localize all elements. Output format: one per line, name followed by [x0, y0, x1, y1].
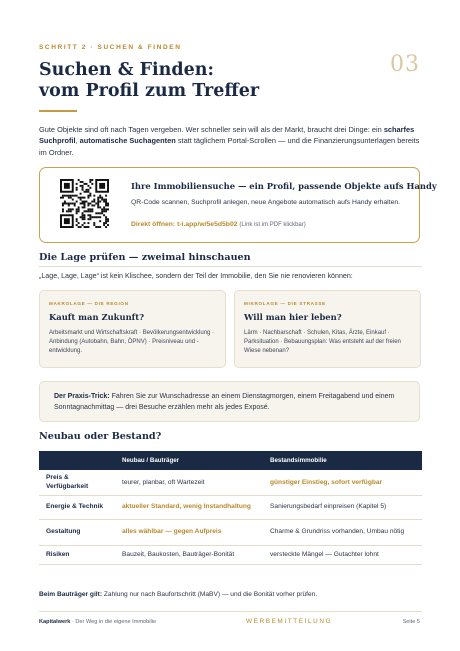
praxis-tip-body: Fahren Sie zur Wunschadresse an einem Dienstagmorgen, einem Freitagabend und einem Sonntagnachmittag — drei Besuche erzählen mehr als jedes Exposé. [54, 393, 395, 411]
footer-subtitle: · Der Weg in die eigene Immobilie [70, 619, 157, 625]
intro-paragraph [39, 124, 422, 158]
lage-intro: „Lage, Lage, Lage“ ist kein Klischee, sondern der Teil der Immobilie, den Sie nie renovieren können: [39, 272, 353, 280]
intro-text-3: statt täglichem Portal-Scrollen — und die Finanzierungsunterlagen bereits im Ordner. [39, 136, 420, 157]
mikrolage-title: Will man hier leben? [244, 312, 342, 322]
bestand-cell: Sanierungsbedarf einpreisen (Kapitel 5) [263, 495, 422, 519]
makrolage-tag: MAKROLAGE — DIE REGION [49, 301, 129, 306]
qr-callout-text: QR-Code scannen, Suchprofil anlegen, neue Angebote automatisch aufs Handy erhalten. [131, 199, 401, 206]
row-label: Gestaltung [39, 519, 115, 545]
mikrolage-card [234, 290, 421, 368]
intro-bold-2: automatische Suchagenten [79, 136, 176, 146]
praxis-tip-box [39, 381, 420, 422]
neubau-heading: Neubau oder Bestand? [39, 431, 162, 442]
comparison-table [39, 451, 422, 565]
neubau-cell: aktueller Standard, wenig Instandhaltung [115, 495, 263, 519]
intro-text-2: , [75, 136, 80, 146]
qr-link-line [131, 221, 306, 228]
row-label: Preis & Verfügbarkeit [39, 470, 115, 495]
makrolage-card [39, 290, 226, 368]
qr-callout-title: Ihre Immobiliensuche — ein Profil, passende Objekte aufs Handy [131, 181, 437, 191]
table-header-neubau: Neubau / Bauträger [115, 451, 263, 470]
step-label: SCHRITT 2 · SUCHEN & FINDEN [39, 44, 182, 51]
page-number: 03 [390, 52, 420, 77]
table-row [39, 495, 422, 519]
table-header-cell [39, 451, 115, 470]
qr-callout [39, 167, 437, 243]
title-line-1: Suchen & Finden: [39, 60, 214, 80]
mikrolage-text: Lärm · Nachbarschaft · Schulen, Kitas, Ärzte, Einkauf · Parksituation · Bebauungsplan: Was entsteht auf der freien Wiese nebenan? [244, 330, 401, 354]
footer-brand-line [39, 619, 156, 625]
footer-page: Seite 5 [402, 619, 420, 625]
bestand-cell: günstiger Einstieg, sofort verfügbar [263, 470, 422, 495]
footer-divider [39, 611, 422, 612]
table-row [39, 470, 422, 495]
table-row [39, 545, 422, 564]
intro-bold-1: scharfes Suchprofil [39, 125, 415, 146]
praxis-tip-text [54, 392, 409, 413]
table-row [39, 519, 422, 545]
qr-direct-link[interactable]: Direkt öffnen: t-i.app/w/5e5d5b02 [131, 221, 238, 228]
row-label: Energie & Technik [39, 495, 115, 519]
qr-link-note: (Link ist im PDF klickbar) [239, 222, 306, 228]
bautraeger-note-label: Beim Bauträger gilt: [39, 591, 103, 598]
title-underline [39, 110, 77, 112]
row-label: Risiken [39, 545, 115, 564]
footer-disclaimer: WERBEMITTEILUNG [246, 618, 333, 625]
table-header-bestand: Bestandsimmobilie [263, 451, 422, 470]
lage-divider [39, 266, 422, 267]
lage-heading: Die Lage prüfen — zweimal hinschauen [39, 252, 251, 263]
qr-code-icon[interactable] [60, 179, 109, 228]
makrolage-title: Kauft man Zukunft? [49, 312, 145, 322]
neubau-cell: teurer, planbar, oft Wartezeit [115, 470, 263, 495]
bestand-cell: versteckte Mängel — Gutachter lohnt [263, 545, 422, 564]
mikrolage-tag: MIKROLAGE — DIE STRASSE [244, 301, 326, 306]
table-body [39, 470, 422, 564]
table-header-row [39, 451, 422, 470]
bautraeger-note [39, 591, 317, 598]
bautraeger-note-text: Zahlung nur nach Baufortschritt (MaBV) — und die Bonität vorher prüfen. [102, 591, 318, 598]
page-title [39, 60, 369, 102]
neubau-cell: alles wählbar — gegen Aufpreis [115, 519, 263, 545]
title-line-2: vom Profil zum Treffer [39, 81, 260, 101]
neubau-cell: Bauzeit, Baukosten, Bauträger-Bonität [115, 545, 263, 564]
praxis-tip-label: Der Praxis-Trick: [54, 393, 110, 400]
bestand-cell: Charme & Grundriss vorhanden, Umbau nötig [263, 519, 422, 545]
makrolage-text: Arbeitsmarkt und Wirtschaftskraft · Bevölkerungsentwicklung · Anbindung (Autobahn, Bahn, ÖPNV) · Preisniveau und -entwicklung. [49, 330, 215, 354]
footer-brand: Kapitalwerk [39, 619, 71, 625]
intro-text-1: Gute Objekte sind oft nach Tagen vergeben. Wer schneller sein will als der Markt, braucht drei Dinge: ein [39, 125, 384, 134]
